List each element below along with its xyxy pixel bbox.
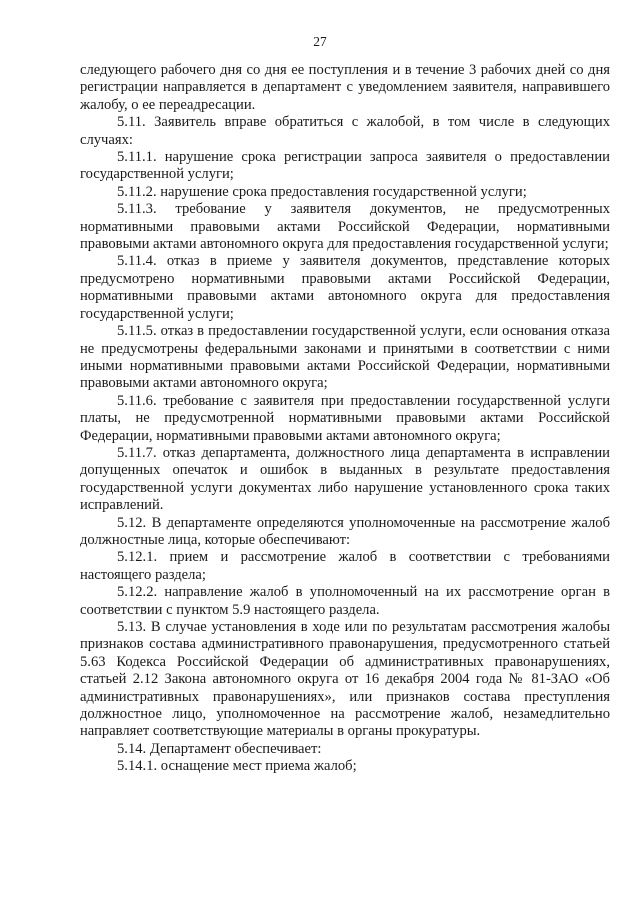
paragraph-5-11-5: 5.11.5. отказ в предоставлении государственной услуги, если основания отказа не предусмотрены федеральными законами и принятыми в соответствии с ними иными нормативными правовыми актами Российской Федерации, нормативными правовыми актами автономного округа; [80,323,610,392]
paragraph-5-11-4: 5.11.4. отказ в приеме у заявителя документов, представление которых предусмотрено нормативными правовыми актами Российской Федерации, нормативными правовыми актами автономного округа для предоставления государственной услуги; [80,253,610,322]
paragraph-5-11-1: 5.11.1. нарушение срока регистрации запроса заявителя о предоставлении государственной услуги; [80,149,610,183]
page-number: 27 [313,34,327,49]
paragraph-5-11: 5.11. Заявитель вправе обратиться с жалобой, в том числе в следующих случаях: [80,114,610,148]
paragraph-5-11-2: 5.11.2. нарушение срока предоставления государственной услуги; [117,183,527,200]
paragraph-5-14-1: 5.14.1. оснащение мест приема жалоб; [117,758,357,775]
document-body [80,62,610,776]
paragraph-5-12-2: 5.12.2. направление жалоб в уполномоченный на их рассмотрение орган в соответствии с пунктом 5.9 настоящего раздела. [80,584,610,618]
paragraph-5-13: 5.13. В случае установления в ходе или по результатам рассмотрения жалобы признаков состава административного правонарушения, предусмотренного статьей 5.63 Кодекса Российской Федерации об административных правонарушениях, статьей 2.12 Закона автономного округа от 16 декабря 2004 года № 81-ЗАО «Об административных правонарушениях», или признаков состава преступления должностное лицо, уполномоченное на рассмотрение жалоб, незамедлительно направляет соответствующие материалы в органы прокуратуры. [80,619,610,740]
paragraph-5-12-1: 5.12.1. прием и рассмотрение жалоб в соответствии с требованиями настоящего раздела; [80,549,610,583]
paragraph-5-11-6: 5.11.6. требование с заявителя при предоставлении государственной услуги платы, не предусмотренной нормативными правовыми актами Российской Федерации, нормативными правовыми актами автономного округа; [80,392,610,444]
paragraph-5-11-3: 5.11.3. требование у заявителя документов, не предусмотренных нормативными правовыми актами Российской Федерации, нормативными правовыми актами автономного округа для предоставления государственной услуги; [80,201,610,253]
paragraph-continuation: следующего рабочего дня со дня ее поступления и в течение 3 рабочих дней со дня регистрации направляется в департамент с уведомлением заявителя, направившего жалобу, о ее переадресации. [80,62,610,113]
paragraph-5-14: 5.14. Департамент обеспечивает: [117,740,322,757]
paragraph-5-11-7: 5.11.7. отказ департамента, должностного лица департамента в исправлении допущенных опечаток и ошибок в выданных в результате предоставления государственной услуги документах либо нарушение установленного срока таких исправлений. [80,444,610,514]
paragraph-5-12: 5.12. В департаменте определяются уполномоченные на рассмотрение жалоб должностные лица, которые обеспечивают: [80,514,610,548]
